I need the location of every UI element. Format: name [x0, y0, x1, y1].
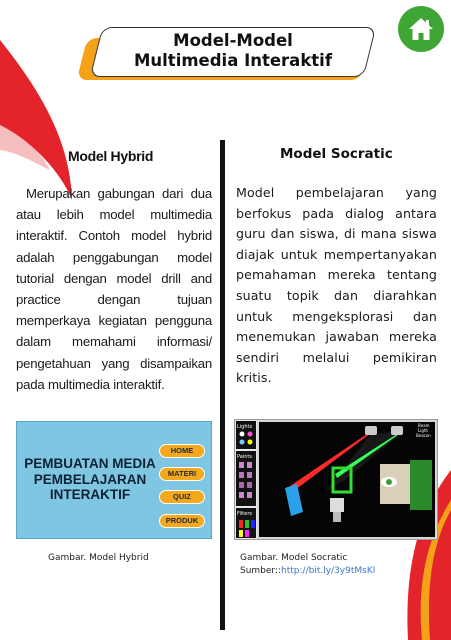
hybrid-heading: Model Hybrid [68, 148, 154, 164]
panel-label-filters: Filters [237, 511, 252, 517]
hybrid-quiz-button: QUIZ [159, 490, 205, 504]
socratic-description: Model pembelajaran yang berfokus pada dialog antara guru dan siswa, di mana siswa diajak untuk mempertanyakan pemahaman mereka tentang suatu topik dan diarahkan untuk mengeksplorasi dan menemukan jawaban mereka sendiri melalui pemikiran kritis. [236, 185, 437, 386]
hybrid-image-title [23, 456, 157, 503]
panel-label-paints: Paints [237, 454, 252, 460]
socratic-heading: Model Socratic [280, 146, 393, 162]
socratic-caption-line1: Gambar. Model Socratic [240, 553, 348, 563]
hybrid-description: Merupakan gabungan dari dua atau lebih model multimedia interaktif. Contoh model hybrid adalah penggabungan model tutorial dengan model drill and practice dengan tujuan memperkaya kegiatan pengguna dalam memahami informasi/ pengetahuan yang disampaikan pada multimedia interaktif. [16, 186, 212, 392]
corner-label-line2: Light [418, 428, 428, 433]
socratic-model-image [234, 419, 438, 540]
page-title-line1: Model-Model [173, 31, 293, 50]
socratic-caption [240, 552, 375, 578]
hybrid-caption: Gambar. Model Hybrid [48, 553, 149, 563]
hybrid-image-title-line1: PEMBUATAN MEDIA [24, 456, 156, 471]
corner-label-line1: Beam [418, 423, 430, 428]
socratic-simulation-illustration [235, 420, 437, 539]
hybrid-produk-button: PRODUK [159, 514, 205, 528]
source-prefix: Sumber:: [240, 566, 282, 576]
page-title [96, 31, 370, 75]
column-divider [220, 140, 225, 630]
hybrid-home-button: HOME [159, 444, 205, 458]
home-button[interactable] [398, 6, 444, 52]
hybrid-materi-button: MATERI [159, 467, 205, 481]
hybrid-image-title-line3: INTERAKTIF [49, 487, 131, 502]
home-icon [407, 16, 435, 42]
hybrid-image-title-line2: PEMBELAJARAN [33, 471, 147, 487]
page-title-line2: Multimedia Interaktif [133, 51, 333, 70]
panel-label-lights: Lights [237, 424, 253, 430]
source-link[interactable]: http://bit.ly/3y9tMsKl [281, 566, 376, 576]
corner-label-line3: Beacon [416, 433, 431, 438]
hybrid-model-image [16, 421, 212, 539]
socratic-caption-source [240, 565, 375, 578]
